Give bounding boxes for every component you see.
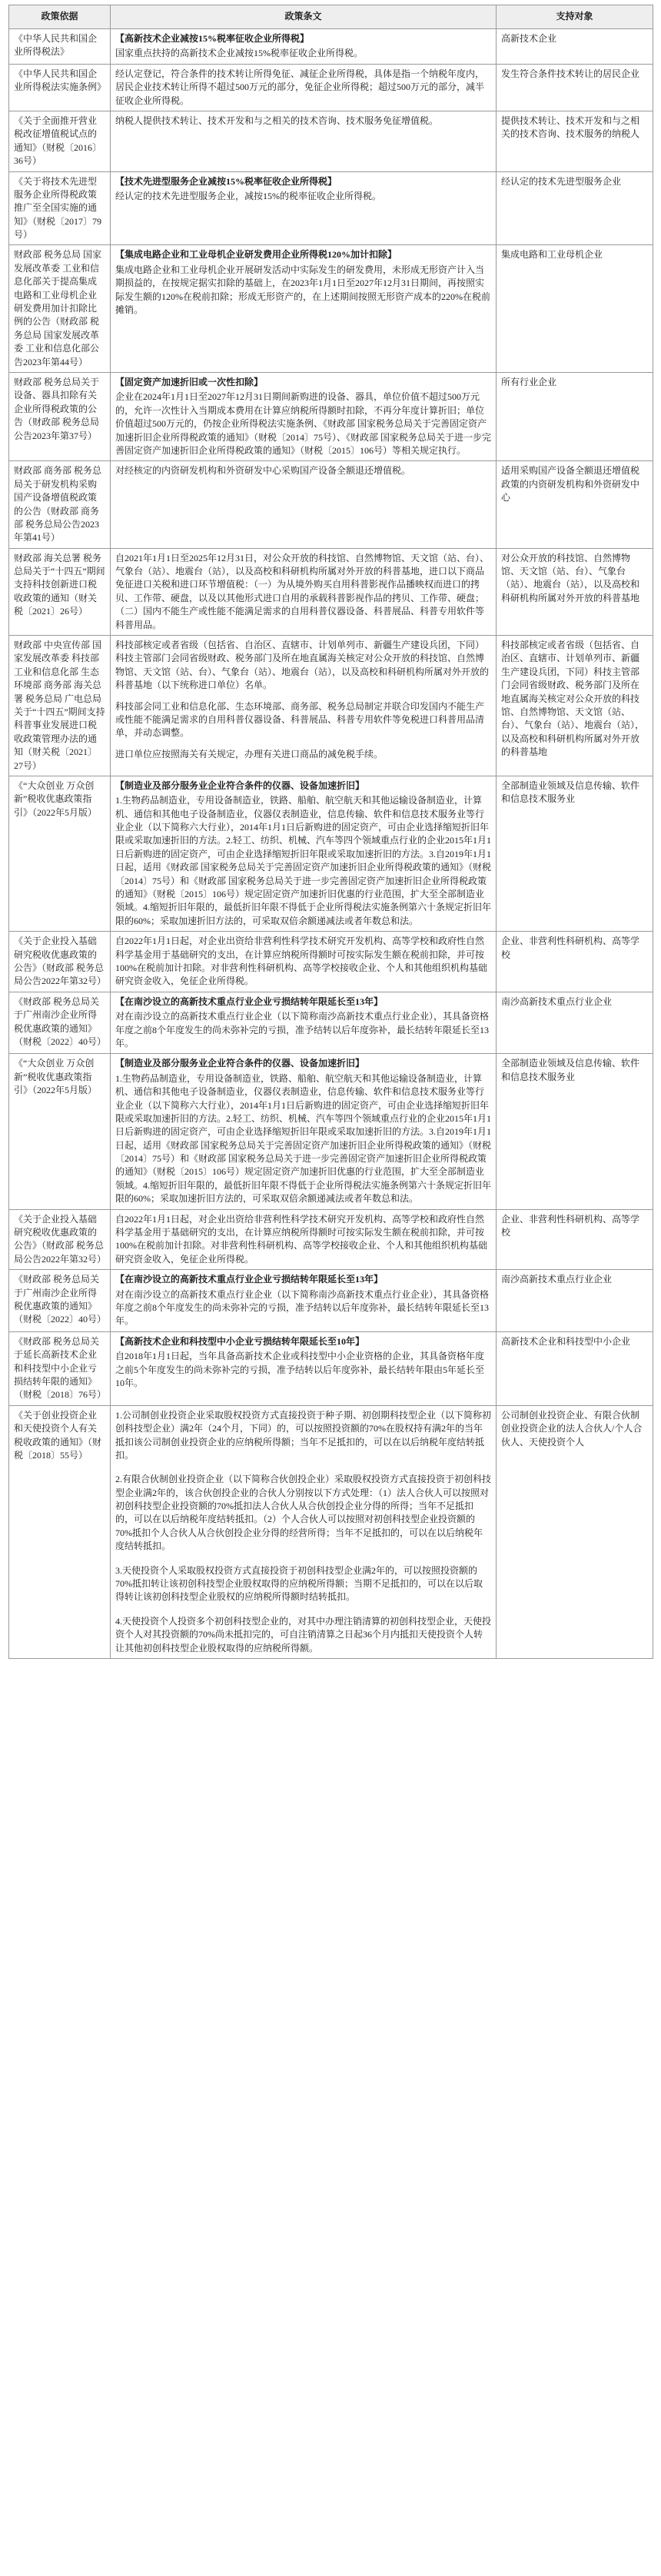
clause-paragraph: 1.公司制创业投资企业采取股权投资方式直接投资于种子期、初创期科技型企业（以下简称初创科技型企业）满2年（24个月，下同）的，可以按照投资额的70%在股权持有满2年的当年抵扣该公司制创业投资企业的应纳税所得额；当年不足抵扣的，可以在以后纳税年度结转抵扣。	[115, 1409, 492, 1461]
policy-basis-cell: 《“大众创业 万众创新”税收优惠政策指引》（2022年5月版）	[9, 776, 111, 931]
support-target-cell: 南沙高新技术重点行业企业	[497, 992, 653, 1054]
table-row	[9, 1331, 653, 1405]
policy-clause-cell	[111, 171, 497, 245]
policy-basis-cell: 《关于将技术先进型服务企业所得税政策推广至全国实施的通知》（财税〔2017〕79号）	[9, 171, 111, 245]
table-row	[9, 636, 653, 776]
clause-paragraph: 对在南沙设立的高新技术重点行业企业（以下简称南沙高新技术重点行业企业），其具备资格年度之前8个年度发生的尚未弥补完的亏损，准予结转以后年度弥补，最长结转年限延长至13年。	[115, 1288, 490, 1327]
support-target-cell: 全部制造业领域及信息传输、软件和信息技术服务业	[497, 776, 653, 931]
policy-basis-cell: 《中华人民共和国企业所得税法实施条例》	[9, 64, 111, 111]
policy-basis-cell: 《关于创业投资企业和天使投资个人有关税收政策的通知》（财税〔2018〕55号）	[9, 1405, 111, 1658]
clause-paragraph: 纳税人提供技术转让、技术开发和与之相关的技术咨询、技术服务免征增值税。	[115, 115, 439, 126]
clause-title: 【制造业及部分服务业企业符合条件的仪器、设备加速折旧】	[115, 779, 365, 791]
table-row	[9, 932, 653, 992]
support-target-cell: 全部制造业领域及信息传输、软件和信息技术服务业	[497, 1054, 653, 1209]
policy-clause-cell	[111, 111, 497, 171]
support-target-cell: 提供技术转让、技术开发和与之相关的技术咨询、技术服务的纳税人	[497, 111, 653, 171]
clause-paragraph: 科技部核定或者省级（包括省、自治区、直辖市、计划单列市、新疆生产建设兵团，下同）科技主管部门会同省级财政、税务部门及所在地直属海关核定对公众开放的科技馆、自然博物馆、天文馆（站、台）、气象台（站）、地震台（站），以及高校和科研机构所属对外开放的科普基地（以下统称进口单位）名单。	[115, 640, 490, 691]
clause-paragraph: 进口单位应按照海关有关规定，办理有关进口商品的减免税手续。	[115, 748, 384, 760]
table-row	[9, 776, 653, 931]
policy-basis-cell: 财政部 海关总署 税务总局关于“十四五”期间支持科技创新进口税收政策的通知（财关税〔2021〕26号）	[9, 548, 111, 635]
table-row	[9, 548, 653, 635]
support-target-cell: 发生符合条件技术转让的居民企业	[497, 64, 653, 111]
policy-clause-cell	[111, 636, 497, 776]
support-target-cell: 所有行业企业	[497, 372, 653, 460]
table-row	[9, 171, 653, 245]
policy-basis-cell: 财政部 税务总局 国家发展改革委 工业和信息化部关于提高集成电路和工业母机企业研发费用加计扣除比例的公告（财政部 税务总局 国家发展改革委 工业和信息化部公告2023年第44号）	[9, 245, 111, 373]
support-target-cell: 适用采购国产设备全额退还增值税政策的内资研发机构和外资研发中心	[497, 461, 653, 548]
policy-basis-cell: 《中华人民共和国企业所得税法》	[9, 29, 111, 65]
header-clause: 政策条文	[111, 5, 497, 29]
policy-clause-cell	[111, 1331, 497, 1405]
support-target-cell: 科技部核定或者省级（包括省、自治区、直辖市、计划单列市、新疆生产建设兵团，下同）科技主管部门会同省级财政、税务部门及所在地直属海关核定对公众开放的科技馆、自然博物馆、天文馆（站、台）、气象台（站）、地震台（站），以及高校和科研机构所属对外开放的科普基地	[497, 636, 653, 776]
table-row	[9, 245, 653, 373]
clause-title: 【集成电路企业和工业母机企业研发费用企业所得税120%加计扣除】	[115, 249, 397, 261]
policy-basis-cell: 《关于企业投入基础研究税收优惠政策的公告》（财政部 税务总局公告2022年第32号）	[9, 1209, 111, 1270]
policy-basis-cell: 财政部 商务部 税务总局关于研发机构采购国产设备增值税政策的公告（财政部 商务部 税务总局公告2023年第41号）	[9, 461, 111, 548]
table-row	[9, 1270, 653, 1332]
policy-basis-cell: 《财政部 税务总局关于广州南沙企业所得税优惠政策的通知》（财税〔2022〕40号）	[9, 992, 111, 1054]
clause-paragraph: 对经核定的内资研发机构和外资研发中心采购国产设备全额退还增值税。	[115, 465, 411, 477]
table-row	[9, 29, 653, 65]
clause-paragraph: 经认定登记，符合条件的技术转让所得免征、减征企业所得税，具体是指一个纳税年度内，居民企业技术转让所得不超过500万元的部分，免征企业所得税；超过500万元的部分，减半征收企业所得税。	[115, 68, 485, 106]
policy-clause-cell	[111, 992, 497, 1054]
clause-paragraph: 2.有限合伙制创业投资企业（以下简称合伙创投企业）采取股权投资方式直接投资于初创科技型企业满2年的，该合伙创投企业的合伙人分别按以下方式处理：（1）法人合伙人可以按照对初创科技型企业投资额的70%抵扣法人合伙人从合伙创投企业分得的所得；当年不足抵扣的，可以在以后纳税年度结转抵扣。（2）个人合伙人可以按照对初创科技型企业投资额的70%抵扣个人合伙人从合伙创投企业分得的经营所得；当年不足抵扣的，可以在以后纳税年度结转抵扣。	[115, 1474, 492, 1552]
policy-clause-cell	[111, 64, 497, 111]
policy-clause-cell	[111, 776, 497, 931]
policy-clause-cell	[111, 1270, 497, 1332]
table-row	[9, 372, 653, 460]
policy-basis-cell: 《关于企业投入基础研究税收优惠政策的公告》（财政部 税务总局公告2022年第32号）	[9, 932, 111, 992]
table-header-row	[9, 5, 653, 29]
policy-clause-cell	[111, 548, 497, 635]
policy-clause-cell	[111, 245, 497, 373]
table-row	[9, 1209, 653, 1270]
policy-basis-cell: 《“大众创业 万众创新”税收优惠政策指引》（2022年5月版）	[9, 1054, 111, 1209]
clause-title: 【在南沙设立的高新技术重点行业企业亏损结转年限延长至13年】	[115, 1274, 384, 1285]
policy-clause-cell	[111, 1054, 497, 1209]
clause-title: 【高新技术企业和科技型中小企业亏损结转年限延长至10年】	[115, 1335, 365, 1347]
clause-title: 【制造业及部分服务业企业符合条件的仪器、设备加速折旧】	[115, 1058, 365, 1069]
policy-basis-cell: 财政部 税务总局关于设备、器具扣除有关企业所得税政策的公告（财政部 税务总局公告2023年第37号）	[9, 372, 111, 460]
clause-paragraph: 自2018年1月1日起，当年具备高新技术企业或科技型中小企业资格的企业，其具备资格年度之前5个年度发生的尚未弥补完的亏损，准予结转以后年度弥补，最长结转年限由5年延长至10年。	[115, 1351, 485, 1388]
policy-basis-cell: 财政部 中央宣传部 国家发展改革委 科技部 工业和信息化部 生态环境部 商务部 海关总署 税务总局 广电总局关于“十四五”期间支持科普事业发展进口税收政策管理办法的通知（财关税〔2021〕27号）	[9, 636, 111, 776]
support-target-cell: 公司制创业投资企业、有限合伙制创业投资企业的法人合伙人/个人合伙人、天使投资个人	[497, 1405, 653, 1658]
clause-paragraph: 1.生物药品制造业，专用设备制造业，铁路、船舶、航空航天和其他运输设备制造业，计算机、通信和其他电子设备制造业，仪器仪表制造业，信息传输、软件和信息技术服务业等行业企业（以下简称六大行业），2014年1月1日后新购进的固定资产，可由企业选择缩短折旧年限或采取加速折旧的方法。2.轻工、纺织、机械、汽车等四个领域重点行业的企业2015年1月1日后新购进的固定资产，可由企业选择缩短折旧年限或采取加速折旧的方法。3.自2019年1月1日起，适用《财政部 国家税务总局关于完善固定资产加速折旧企业所得税政策的通知》（财税〔2014〕75号）和《财政部 国家税务总局关于进一步完善固定资产加速折旧企业所得税政策的通知》（财税〔2015〕106号）规定固定资产加速折旧优惠的行业范围，扩大至全部制造业领域。4.缩短折旧年限的，最低折旧年限不得低于企业所得税法实施条例第六十条规定折旧年限的60%；采取加速折旧方法的，可采取双倍余额递减法或者年数总和法。	[115, 1072, 492, 1205]
clause-paragraph: 4.天使投资个人投资多个初创科技型企业的，对其中办理注销清算的初创科技型企业，天使投资个人对其投资额的70%尚未抵扣完的，可自注销清算之日起36个月内抵扣天使投资个人转让其他初创科技型企业股权取得的应纳税所得额。	[115, 1615, 492, 1654]
support-target-cell: 对公众开放的科技馆、自然博物馆、天文馆（站、台）、气象台（站）、地震台（站），以及高校和科研机构所属对外开放的科普基地	[497, 548, 653, 635]
clause-paragraph: 企业在2024年1月1日至2027年12月31日期间新购进的设备、器具，单位价值不超过500万元的，允许一次性计入当期成本费用在计算应纳税所得额时扣除，不再分年度计算折旧；单位价值超过500万元的，仍按企业所得税法实施条例、《财政部 国家税务总局关于完善固定资产加速折旧企业所得税政策的通知》（财税〔2014〕75号）、《财政部 国家税务总局关于进一步完善固定资产加速折旧企业所得税政策的通知》（财税〔2015〕106号）等相关规定执行。	[115, 391, 492, 456]
table-body	[9, 29, 653, 1659]
clause-paragraph: 自2022年1月1日起，对企业出资给非营利性科学技术研究开发机构、高等学校和政府性自然科学基金用于基础研究的支出，在计算应纳税所得额时可按实际发生额在税前扣除，并可按100%在税前加计扣除。对非营利性科研机构、高等学校接收企业、个人和其他组织机构基础研究资金收入，免征企业所得税。	[115, 1213, 487, 1265]
table-row	[9, 992, 653, 1054]
policy-table	[8, 5, 653, 1659]
clause-paragraph: 经认定的技术先进型服务企业，减按15%的税率征收企业所得税。	[115, 190, 381, 201]
table-row	[9, 461, 653, 548]
clause-title: 【在南沙设立的高新技术重点行业企业亏损结转年限延长至13年】	[115, 995, 384, 1007]
clause-paragraph: 自2021年1月1日至2025年12月31日，对公众开放的科技馆、自然博物馆、天文馆（站、台）、气象台（站）、地震台（站），以及高校和科研机构所属对外开放的科普基地，进口以下商品免征进口关税和进口环节增值税：（一）为从境外购买自用科普影视作品播映权而进口的拷贝、工作带、硬盘，以及以其他形式进口自用的承载科普影视作品的拷贝、工作带、硬盘；（二）国内不能生产或性能不能满足需求的自用科普仪器设备、科普展品、科普专用软件等科普用品。	[115, 552, 490, 630]
policy-clause-cell	[111, 1209, 497, 1270]
policy-basis-cell: 《财政部 税务总局关于广州南沙企业所得税优惠政策的通知》（财税〔2022〕40号）	[9, 1270, 111, 1332]
header-basis: 政策依据	[9, 5, 111, 29]
support-target-cell: 高新技术企业	[497, 29, 653, 65]
support-target-cell: 南沙高新技术重点行业企业	[497, 1270, 653, 1332]
table-row	[9, 64, 653, 111]
table-row	[9, 111, 653, 171]
clause-paragraph: 科技部会同工业和信息化部、生态环境部、商务部、税务总局制定并联合印发国内不能生产或性能不能满足需求的自用科普仪器设备、科普展品、科普专用软件等免税进口科普用品清单，并动态调整。	[115, 700, 485, 739]
support-target-cell: 企业、非营利性科研机构、高等学校	[497, 1209, 653, 1270]
header-target: 支持对象	[497, 5, 653, 29]
support-target-cell: 经认定的技术先进型服务企业	[497, 171, 653, 245]
table-row	[9, 1405, 653, 1658]
support-target-cell: 集成电路和工业母机企业	[497, 245, 653, 373]
policy-clause-cell	[111, 1405, 497, 1658]
policy-basis-cell: 《关于全面推开营业税改征增值税试点的通知》（财税〔2016〕36号）	[9, 111, 111, 171]
clause-title: 【高新技术企业减按15%税率征收企业所得税】	[115, 33, 310, 44]
clause-paragraph: 3.天使投资个人采取股权投资方式直接投资于初创科技型企业满2年的，可以按照投资额的70%抵扣转让该初创科技型企业股权取得的应纳税所得额；当期不足抵扣的，可以在以后取得转让该初创科技型企业股权的应纳税所得额时结转抵扣。	[115, 1564, 483, 1603]
policy-basis-cell: 《财政部 税务总局关于延长高新技术企业和科技型中小企业亏损结转年限的通知》（财税〔2018〕76号）	[9, 1331, 111, 1405]
clause-title: 【固定资产加速折旧或一次性扣除】	[115, 376, 264, 387]
policy-clause-cell	[111, 372, 497, 460]
support-target-cell: 企业、非营利性科研机构、高等学校	[497, 932, 653, 992]
support-target-cell: 高新技术企业和科技型中小企业	[497, 1331, 653, 1405]
clause-paragraph: 对在南沙设立的高新技术重点行业企业（以下简称南沙高新技术重点行业企业），其具备资格年度之前8个年度发生的尚未弥补完的亏损，准予结转以后年度弥补，最长结转年限延长至13年。	[115, 1011, 490, 1049]
clause-paragraph: 自2022年1月1日起，对企业出资给非营利性科学技术研究开发机构、高等学校和政府性自然科学基金用于基础研究的支出，在计算应纳税所得额时可按实际发生额在税前扣除，并可按100%在税前加计扣除。对非营利性科研机构、高等学校接收企业、个人和其他组织机构基础研究资金收入，免征企业所得税。	[115, 936, 487, 987]
clause-paragraph: 集成电路企业和工业母机企业开展研发活动中实际发生的研发费用，未形成无形资产计入当期损益的，在按规定据实扣除的基础上，在2023年1月1日至2027年12月31日期间，再按照实际发生额的120%在税前扣除；形成无形资产的，在上述期间按照无形资产成本的220%在税前摊销。	[115, 264, 490, 316]
policy-clause-cell	[111, 932, 497, 992]
policy-clause-cell	[111, 29, 497, 65]
clause-paragraph: 1.生物药品制造业，专用设备制造业，铁路、船舶、航空航天和其他运输设备制造业，计算机、通信和其他电子设备制造业，仪器仪表制造业，信息传输、软件和信息技术服务业等行业企业（以下简称六大行业），2014年1月1日后新购进的固定资产，可由企业选择缩短折旧年限或采取加速折旧的方法。2.轻工、纺织、机械、汽车等四个领域重点行业的企业2015年1月1日后新购进的固定资产，可由企业选择缩短折旧年限或采取加速折旧的方法。3.自2019年1月1日起，适用《财政部 国家税务总局关于完善固定资产加速折旧企业所得税政策的通知》（财税〔2014〕75号）和《财政部 国家税务总局关于进一步完善固定资产加速折旧企业所得税政策的通知》（财税〔2015〕106号）规定固定资产加速折旧优惠的行业范围，扩大至全部制造业领域。4.缩短折旧年限的，最低折旧年限不得低于企业所得税法实施条例第六十条规定折旧年限的60%；采取加速折旧方法的，可采取双倍余额递减法或者年数总和法。	[115, 795, 492, 926]
table-row	[9, 1054, 653, 1209]
clause-title: 【技术先进型服务企业减按15%税率征收企业所得税】	[115, 175, 337, 187]
policy-clause-cell	[111, 461, 497, 548]
clause-paragraph: 国家重点扶持的高新技术企业减按15%税率征收企业所得税。	[115, 48, 363, 59]
